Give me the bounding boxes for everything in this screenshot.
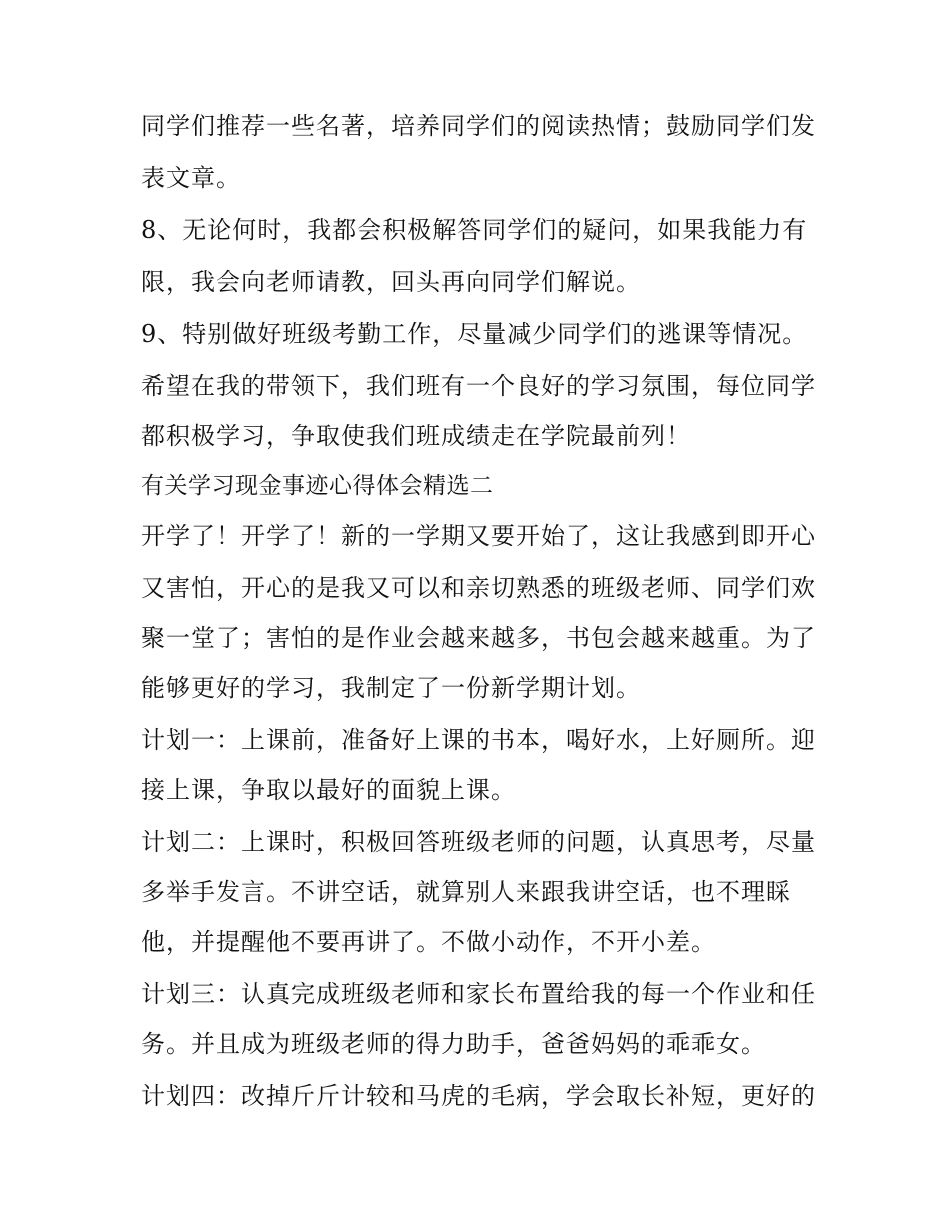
- section-heading: 有关学习现金事迹心得体会精选二: [141, 473, 494, 499]
- text-line: 9、特别做好班级考勤工作，尽量减少同学们的逃课等情况。: [141, 320, 808, 348]
- text-line: 表文章。: [141, 164, 241, 192]
- text-line: 计划二：上课时，积极回答班级老师的问题，认真思考，尽量: [141, 828, 816, 856]
- text-line: 接上课，争取以最好的面貌上课。: [141, 776, 516, 804]
- text-line: 他，并提醒他不要再讲了。不做小动作，不开小差。: [141, 928, 716, 956]
- text-line: 多举手发言。不讲空话，就算别人来跟我讲空话，也不理睬: [141, 878, 791, 906]
- text-line: 计划四：改掉斤斤计较和马虎的毛病，学会取长补短，更好的: [141, 1082, 816, 1110]
- text-line: 计划一：上课前，准备好上课的书本，喝好水，上好厕所。迎: [141, 726, 816, 754]
- text-line: 能够更好的学习，我制定了一份新学期计划。: [141, 674, 641, 702]
- text-line: 希望在我的带领下，我们班有一个良好的学习氛围，每位同学: [141, 372, 816, 400]
- text-line: 开学了！开学了！新的一学期又要开始了，这让我感到即开心: [141, 522, 816, 550]
- text-line: 务。并且成为班级老师的得力助手，爸爸妈妈的乖乖女。: [141, 1030, 766, 1058]
- text-line: 同学们推荐一些名著，培养同学们的阅读热情；鼓励同学们发: [141, 112, 816, 140]
- text-line: 计划三：认真完成班级老师和家长布置给我的每一个作业和任: [141, 980, 816, 1008]
- text-line: 8、无论何时，我都会积极解答同学们的疑问，如果我能力有: [141, 216, 808, 244]
- text-line: 又害怕，开心的是我又可以和亲切熟悉的班级老师、同学们欢: [141, 574, 816, 602]
- text-line: 都积极学习，争取使我们班成绩走在学院最前列！: [141, 422, 691, 450]
- text-line: 聚一堂了；害怕的是作业会越来越多，书包会越来越重。为了: [141, 624, 816, 652]
- text-line: 限，我会向老师请教，回头再向同学们解说。: [141, 268, 641, 296]
